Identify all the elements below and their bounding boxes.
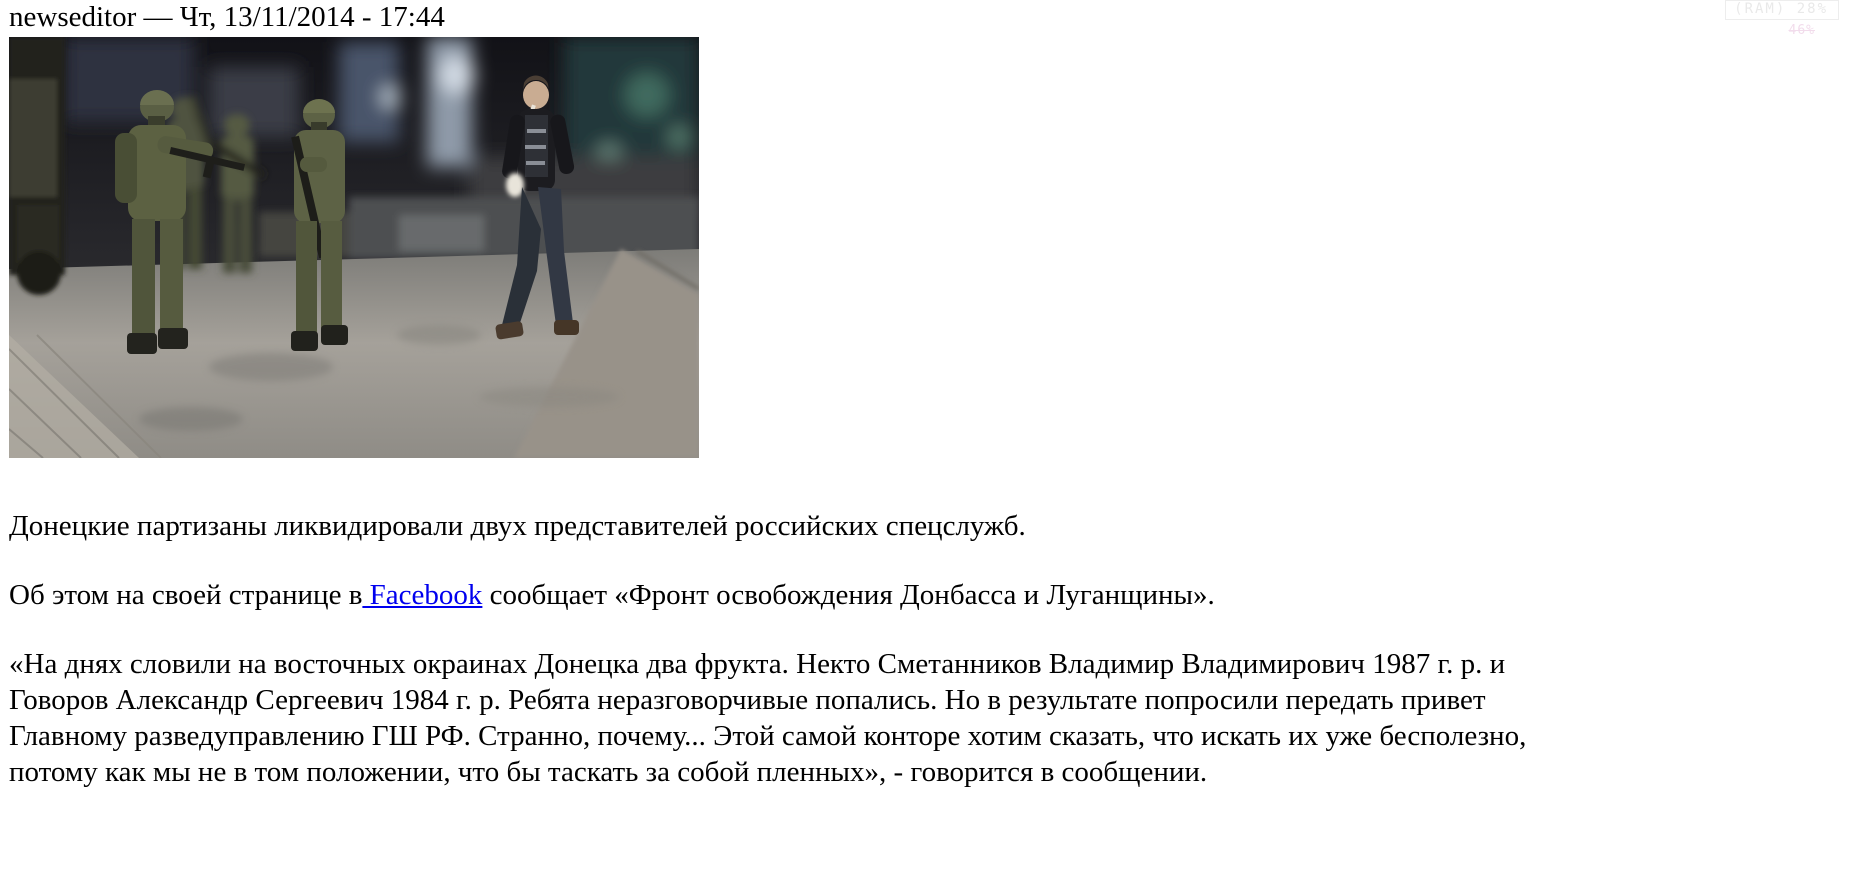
ram-usage-indicator: (RAM) 28%	[1725, 0, 1839, 20]
paragraph-lead	[9, 508, 1557, 544]
paragraph-lead-text: Донецкие партизаны ликвидировали двух представителей российских спецслужб.	[9, 510, 1026, 542]
facebook-link[interactable]: Facebook	[362, 579, 483, 611]
paragraph-source	[9, 577, 1557, 613]
article-byline: newseditor — Чт, 13/11/2014 - 17:44	[9, 1, 445, 33]
soldiers-street-photo	[9, 37, 699, 458]
paragraph-source-before: Об этом на своей странице в	[9, 579, 363, 611]
paragraph-source-after: сообщает «Фронт освобождения Донбасса и Луганщины».	[482, 579, 1215, 611]
paragraph-quote-text: «На днях словили на восточных окраинах Донецка два фрукта. Некто Сметанников Владимир Владимирович 1987 г. р. и Говоров Александр Сергеевич 1984 г. р. Ребята неразговорчивые попались. Но в результате попросили передать привет Главному разведуправлению ГШ РФ. Странно, почему... Этой самой конторе хотим сказать, что искать их уже бесполезно, потому как мы не в том положении, что бы таскать за собой пленных», - говорится в сообщении.	[9, 648, 1527, 788]
paragraph-quote	[9, 646, 1557, 790]
percent-indicator: 46%	[1788, 23, 1815, 38]
article-photo	[9, 37, 699, 458]
